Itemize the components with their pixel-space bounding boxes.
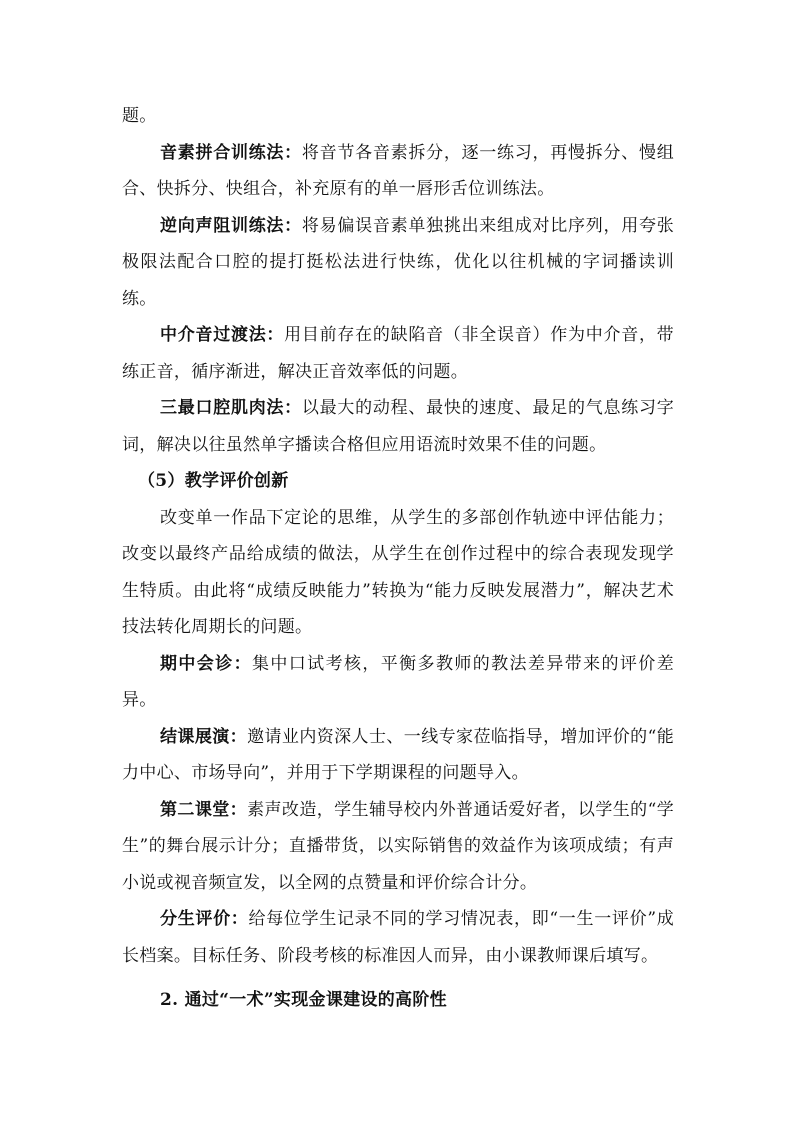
paragraph-lead: 中介音过渡法：	[160, 325, 285, 345]
paragraph-text: 将易偏误音素单独挑出来组成对比序列，用夸张极限法配合口腔的提打挺松法进行快练，优化以往机械的字词播读训练。	[122, 215, 674, 309]
paragraph-lead: 分生评价：	[160, 909, 249, 929]
paragraph-text: 题。	[122, 106, 157, 126]
paragraph-lead: 期中会诊：	[160, 653, 252, 674]
paragraph-lead: 音素拼合训练法：	[160, 142, 302, 163]
paragraph-text: 素声改造，学生辅导校内外普通话爱好者，以学生的“学生”的舞台展示计分；直播带货，以实际销售的效益作为该项成绩；有声小说或视音频宣发，以全网的点赞量和评价综合计分。	[122, 799, 674, 893]
section-heading-high-order: 2. 通过“一术”实现金课建设的高阶性	[160, 990, 447, 1010]
paragraph-lead: 第二课堂：	[160, 799, 248, 820]
paragraph-lead: 结课展演：	[160, 726, 248, 747]
paragraph-phoneme-combination	[122, 135, 674, 208]
section-heading-evaluation: （5）教学评价创新	[138, 471, 289, 491]
paragraph-text: 邀请业内资深人士、一线专家莅临指导，增加评价的“能力中心、市场导向”，并用于下学期课程的问题导入。	[122, 726, 674, 783]
paragraph-midterm	[122, 646, 674, 719]
paragraph-final-show	[122, 719, 674, 792]
paragraph-lead: 逆向声阻训练法：	[160, 215, 302, 236]
paragraph-reverse-resistance	[122, 208, 674, 318]
paragraph-text: 给每位学生记录不同的学习情况表，即“一生一评价”成长档案。目标任务、阶段考核的标准因人而异，由小课教师课后填写。	[122, 909, 675, 966]
paragraph-three-max	[122, 390, 674, 463]
paragraph-continuation	[122, 98, 674, 135]
paragraph-text: 集中口试考核，平衡多教师的教法差异带来的评价差异。	[122, 653, 674, 710]
document-body	[122, 98, 674, 1019]
paragraph-individual-evaluation	[122, 901, 674, 974]
paragraph-lead: 三最口腔肌肉法：	[160, 398, 302, 418]
paragraph-evaluation-intro: 改变单一作品下定论的思维，从学生的多部创作轨迹中评估能力；改变以最终产品给成绩的做法，从学生在创作过程中的综合表现发现学生特质。由此将“成绩反映能力”转换为“能力反映发展潜力”，解决艺术技法转化周期长的问题。	[122, 507, 674, 637]
paragraph-text: 以最大的动程、最快的速度、最足的气息练习字词，解决以往虽然单字播读合格但应用语流时效果不佳的问题。	[122, 398, 674, 455]
paragraph-interlanguage	[122, 317, 674, 390]
paragraph-text: 用目前存在的缺陷音（非全误音）作为中介音，带练正音，循序渐进，解决正音效率低的问题。	[122, 325, 674, 382]
paragraph-text: 将音节各音素拆分，逐一练习，再慢拆分、慢组合、快拆分、快组合，补充原有的单一唇形舌位训练法。	[122, 142, 674, 199]
paragraph-second-classroom	[122, 792, 674, 902]
